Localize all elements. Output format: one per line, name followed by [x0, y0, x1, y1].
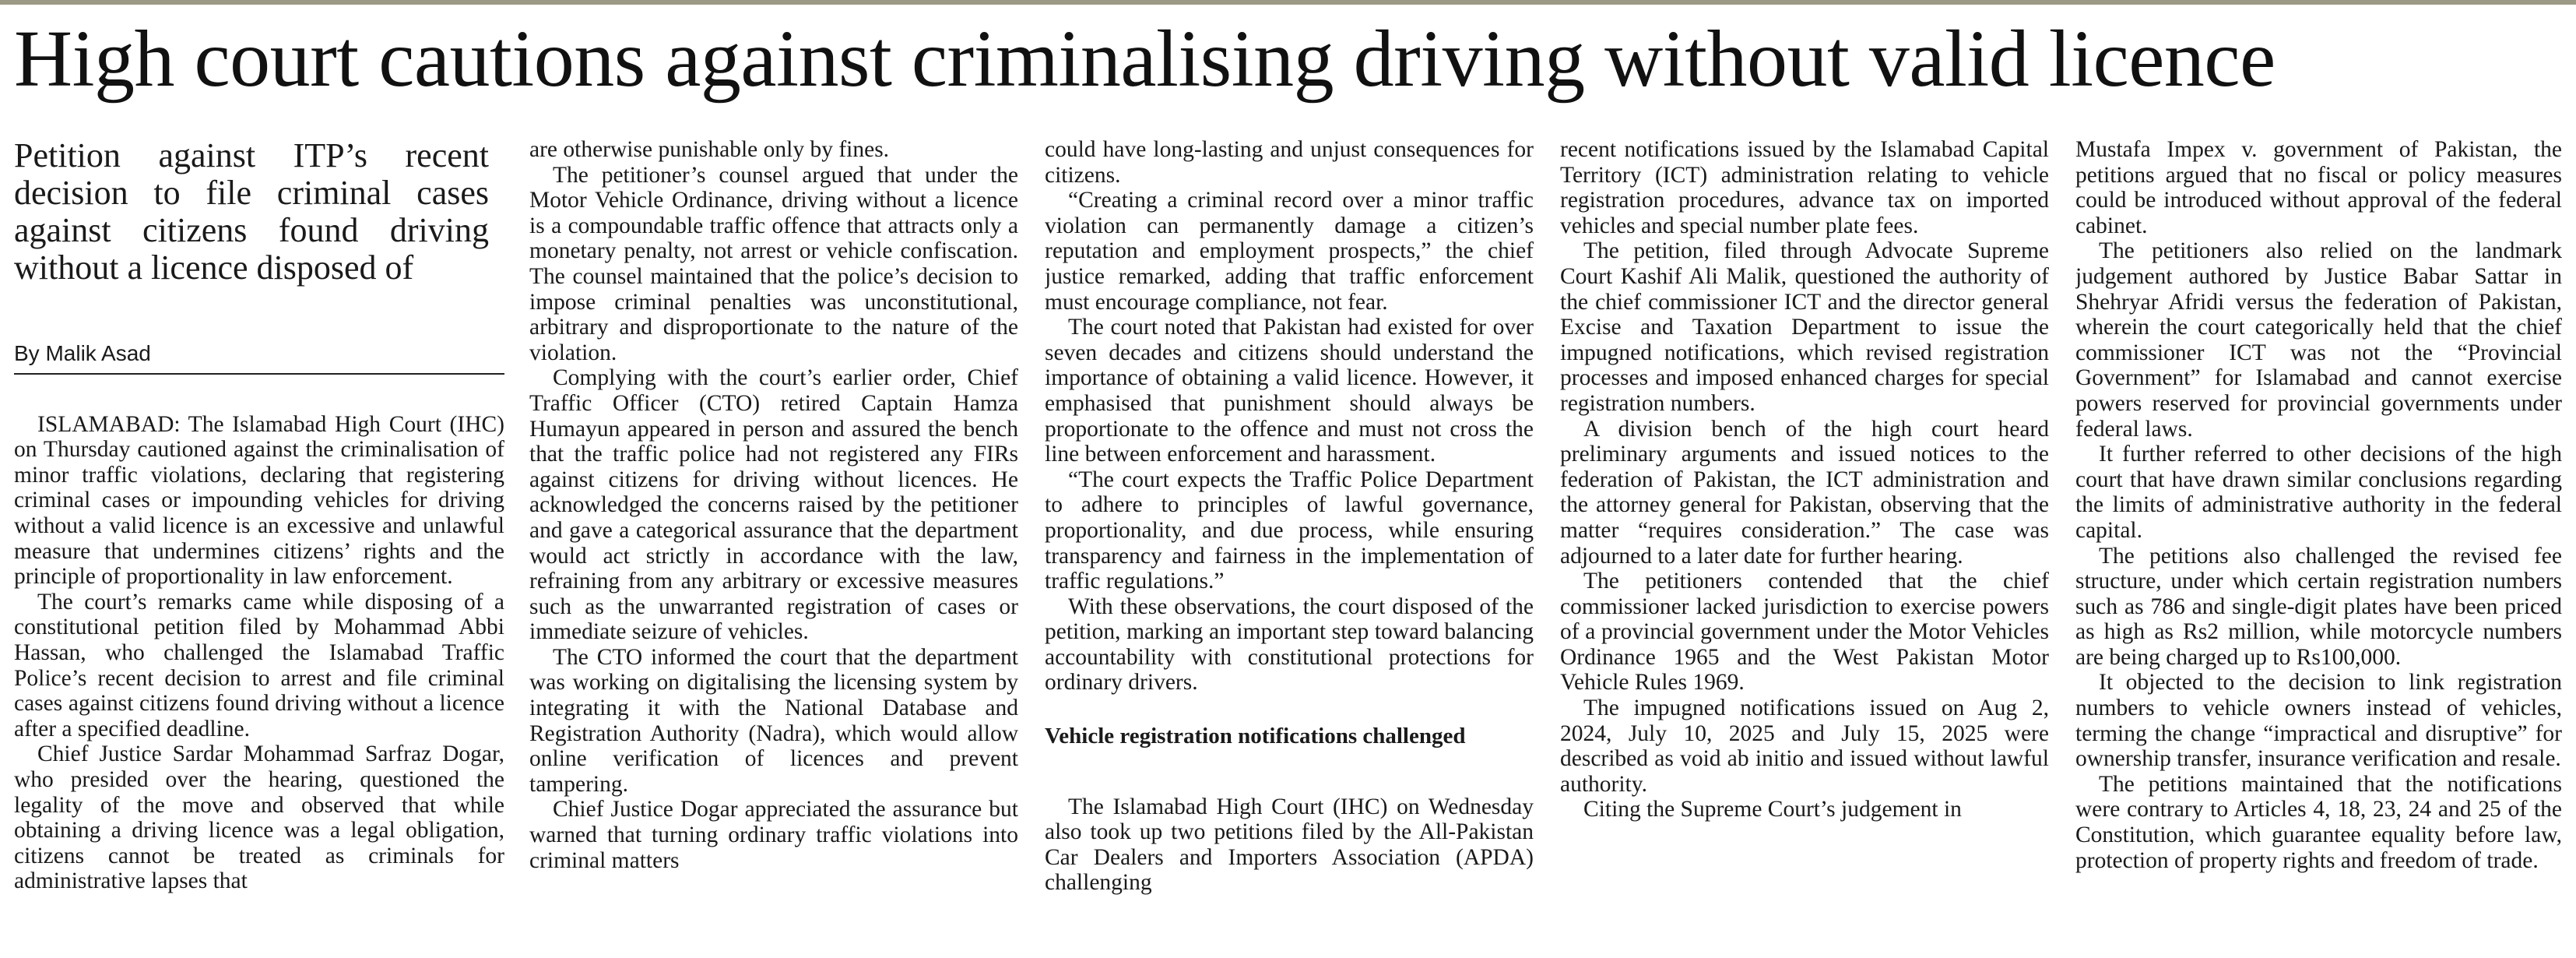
- byline-rule: [14, 373, 504, 375]
- article-column-5: [2075, 137, 2562, 955]
- paragraph: Citing the Supreme Court’s judgement in: [1583, 797, 1962, 822]
- deck: Petition against ITP’s recent decision to file criminal cases against citizens found driving without a licence disposed of: [14, 137, 489, 287]
- paragraph: ISLAMABAD: The Islamabad High Court (IHC) on Thursday cautioned against the criminalisation of minor traffic violations, declaring that registering criminal cases or impounding vehicles for driving without a valid licence is an excessive and unlawful measure that undermines citizens’ rights and the principle of proportionality in law enforcement.: [14, 411, 504, 590]
- article-column-4: [1560, 137, 2049, 955]
- paragraph: The court noted that Pakistan had existed for over seven decades and citizens should understand the importance of obtaining a valid licence. However, it emphasised that punishment should always be proportionate to the offence and must not cross the line between enforcement and harassment.: [1045, 315, 1534, 467]
- paragraph: Chief Justice Dogar appreciated the assurance but warned that turning ordinary traffic violations into criminal matters: [529, 797, 1018, 873]
- headline: High court cautions against criminalising driving without valid licence: [14, 14, 2276, 104]
- paragraph: It further referred to other decisions of the high court that have drawn similar conclusions regarding the limits of administrative authority in the federal capital.: [2075, 442, 2562, 543]
- paragraph: A division bench of the high court heard preliminary arguments and issued notices to the federation of Pakistan, the ICT administration and the attorney general for Pakistan, observing that the matter “requires consideration.” The case was adjourned to a later date for further hearing.: [1560, 416, 2049, 569]
- paragraph: The petition, filed through Advocate Supreme Court Kashif Ali Malik, questioned the authority of the chief commissioner ICT and the director general Excise and Taxation Department to issue the impugned notifications, which revised registration processes and imposed enhanced charges for special registration numbers.: [1560, 238, 2049, 416]
- byline: By Malik Asad: [14, 341, 151, 365]
- paragraph: The impugned notifications issued on Aug 2, 2024, July 10, 2025 and July 15, 2025 were described as void ab initio and issued without lawful authority.: [1560, 696, 2049, 797]
- paragraph: The Islamabad High Court (IHC) on Wednesday also took up two petitions filed by the All-Pakistan Car Dealers and Importers Association (APDA) challenging: [1045, 794, 1534, 896]
- paragraph: The petitioners also relied on the landmark judgement authored by Justice Babar Sattar in Shehryar Afridi versus the federation of Pakistan, wherein the court categorically held that the chief commissioner ICT was not the “Provincial Government” for Islamabad and cannot exercise powers reserved for provincial governments under federal laws.: [2075, 238, 2562, 442]
- paragraph: The petitioners contended that the chief commissioner lacked jurisdiction to exercise powers of a provincial government under the Motor Vehicles Ordinance 1965 and the West Pakistan Motor Vehicle Rules 1969.: [1560, 569, 2049, 696]
- paragraph: Complying with the court’s earlier order, Chief Traffic Officer (CTO) retired Captain Hamza Humayun appeared in person and assured the bench that the traffic police had not registered any FIRs against citizens for driving without licences. He acknowledged the concerns raised by the petitioner and gave a categorical assurance that the department would act strictly in accordance with the law, refraining from any arbitrary or excessive measures such as the unwarranted registration of cases or immediate seizure of vehicles.: [529, 365, 1018, 645]
- subhead: Vehicle registration notifications challenged: [1045, 724, 1466, 749]
- top-rule: [0, 0, 2576, 5]
- paragraph: The petitions also challenged the revised fee structure, under which certain registration numbers such as 786 and single-digit plates have been priced as high as Rs2 million, while motorcycle numbers are being charged up to Rs100,000.: [2075, 543, 2562, 670]
- paragraph: It objected to the decision to link registration numbers to vehicle owners instead of vehicles, terming the change “impractical and disruptive” for ownership transfer, insurance verification and resale.: [2075, 670, 2562, 772]
- paragraph: The court’s remarks came while disposing of a constitutional petition filed by Mohammad Abbi Hassan, who challenged the Islamabad Traffic Police’s recent decision to arrest and file criminal cases against citizens found driving without a licence after a specified deadline.: [14, 589, 504, 741]
- paragraph: could have long-lasting and unjust consequences for citizens.: [1045, 137, 1534, 188]
- paragraph: The petitions maintained that the notifications were contrary to Articles 4, 18, 23, 24 and 25 of the Constitution, which guarantee equality before law, protection of property rights and freedom of trade.: [2075, 771, 2562, 873]
- article-column-3: [1045, 137, 1534, 955]
- paragraph: recent notifications issued by the Islamabad Capital Territory (ICT) administration relating to vehicle registration procedures, advance tax on imported vehicles and special number plate fees.: [1560, 137, 2049, 238]
- article-column-1: [14, 137, 504, 955]
- paragraph: The CTO informed the court that the department was working on digitalising the licensing system by integrating it with the National Database and Registration Authority (Nadra), which would allow online verification of licences and prevent tampering.: [529, 644, 1018, 797]
- paragraph: are otherwise punishable only by fines.: [529, 137, 890, 162]
- paragraph: Mustafa Impex v. government of Pakistan, the petitions argued that no fiscal or policy measures could be introduced without approval of the federal cabinet.: [2075, 137, 2562, 238]
- paragraph: The petitioner’s counsel argued that under the Motor Vehicle Ordinance, driving without a licence is a compoundable traffic offence that attracts only a monetary penalty, not arrest or vehicle confiscation. The counsel maintained that the police’s decision to impose criminal penalties was unconstitutional, arbitrary and disproportionate to the nature of the violation.: [529, 162, 1018, 365]
- paragraph: “The court expects the Traffic Police Department to adhere to principles of lawful governance, proportionality, and due process, while ensuring transparency and fairness in the implementation of traffic regulations.”: [1045, 467, 1534, 594]
- article-column-2: [529, 137, 1018, 955]
- paragraph: “Creating a criminal record over a minor traffic violation can permanently damage a citizen’s reputation and employment prospects,” the chief justice remarked, adding that traffic enforcement must encourage compliance, not fear.: [1045, 188, 1534, 315]
- paragraph: Chief Justice Sardar Mohammad Sarfraz Dogar, who presided over the hearing, questioned the legality of the move and observed that while obtaining a driving licence was a legal obligation, citizens cannot be treated as criminals for administrative lapses that: [14, 741, 504, 894]
- paragraph: With these observations, the court disposed of the petition, marking an important step toward balancing accountability with constitutional protections for ordinary drivers.: [1045, 593, 1534, 696]
